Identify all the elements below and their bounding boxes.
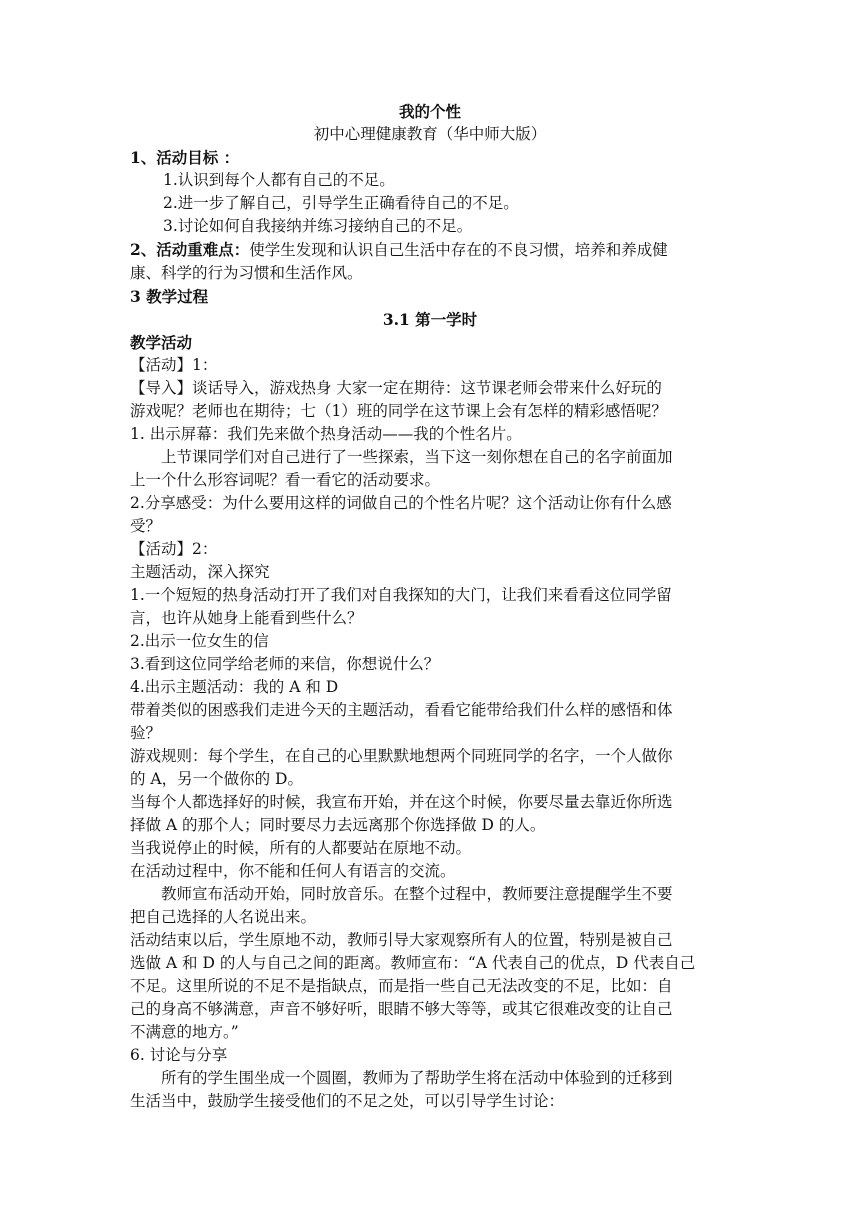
paragraph-line: 不足。这里所说的不足不是指缺点，而是指一些自己无法改变的不足，比如：自 [130, 977, 673, 995]
paragraph-line: 上一个什么形容词呢？看一看它的活动要求。 [130, 471, 441, 489]
paragraph-line: 上节课同学们对自己进行了一些探索，当下这一刻你想在自己的名字前面加 [161, 448, 673, 466]
section-heading-process: 3 教学过程 [130, 287, 209, 306]
list-item: 1. 出示屏幕：我们先来做个热身活动——我的个性名片。 [130, 425, 522, 443]
section-heading-key-points: 2、活动重难点： [130, 240, 250, 259]
activity-2-label: 【活动】2： [130, 540, 218, 558]
document-subtitle: 初中心理健康教育（华中师大版） [313, 125, 547, 143]
key-points-text-continued: 康、科学的行为习惯和生活作风。 [130, 264, 363, 282]
paragraph-line: 的 A，另一个做你的 D。 [130, 770, 303, 788]
goal-item: 2.进一步了解自己，引导学生正确看待自己的不足。 [163, 194, 519, 212]
paragraph-line: 不满意的地方。” [130, 1023, 239, 1041]
key-points-text: 使学生发现和认识自己生活中存在的不良习惯，培养和养成健 [249, 241, 668, 259]
paragraph-line: 带着类似的困惑我们走进今天的主题活动，看看它能带给我们什么样的感悟和体 [130, 701, 673, 719]
document-page [130, 100, 730, 1113]
paragraph-line: 生活当中，鼓励学生接受他们的不足之处，可以引导学生讨论： [130, 1092, 565, 1110]
paragraph-line: 游戏规则：每个学生，在自己的心里默默地想两个同班同学的名字，一个人做你 [130, 747, 673, 765]
paragraph-line: 当每个人都选择好的时候，我宣布开始，并在这个时候，你要尽量去靠近你所选 [130, 793, 673, 811]
key-points-paragraph [130, 238, 730, 262]
list-item: 2.分享感受：为什么要用这样的词做自己的个性名片呢？这个活动让你有什么感 [130, 494, 672, 512]
list-item: 2.出示一位女生的信 [130, 632, 269, 650]
paragraph-line: 教师宣布活动开始，同时放音乐。在整个过程中，教师要注意提醒学生不要 [161, 885, 673, 903]
paragraph-line: 择做 A 的那个人；同时要尽力去远离那个你选择做 D 的人。 [130, 816, 546, 834]
list-item: 1.一个短短的热身活动打开了我们对自我探知的大门，让我们来看看这位同学留 [130, 586, 672, 604]
list-item: 3.看到这位同学给老师的来信，你想说什么？ [130, 655, 440, 673]
paragraph-line: 己的身高不够满意，声音不够好听，眼睛不够大等等，或其它很难改变的让自己 [130, 1000, 673, 1018]
paragraph-line: 把自己选择的人名说出来。 [130, 908, 317, 926]
list-item: 4.出示主题活动：我的 A 和 D [130, 678, 339, 696]
goal-item: 3.讨论如何自我接纳并练习接纳自己的不足。 [163, 217, 473, 235]
activity-section-title: 教学活动 [130, 333, 193, 352]
goal-item: 1.认识到每个人都有自己的不足。 [163, 171, 395, 189]
paragraph-line: 验？ [130, 724, 162, 742]
paragraph-line: 所有的学生围坐成一个圆圈，教师为了帮助学生将在活动中体验到的迁移到 [161, 1069, 673, 1087]
paragraph-line: 选做 A 和 D 的人与自己之间的距离。教师宣布：“A 代表自己的优点，D 代表自己 [130, 954, 696, 972]
sub-heading-first-period: 3.1 第一学时 [382, 310, 478, 329]
section-heading-goals: 1、活动目标 ： [130, 148, 240, 167]
activity-1-label: 【活动】1： [130, 356, 218, 374]
document-title: 我的个性 [398, 102, 461, 121]
paragraph-line: 当我说停止的时候，所有的人都要站在原地不动。 [130, 839, 472, 857]
intro-text: 游戏呢？老师也在期待；七（1）班的同学在这节课上会有怎样的精彩感悟呢？ [130, 402, 667, 420]
paragraph-line: 言，也许从她身上能看到些什么？ [130, 609, 363, 627]
paragraph-line: 活动结束以后，学生原地不动，教师引导大家观察所有人的位置，特别是被自己 [130, 931, 673, 949]
theme-line: 主题活动，深入探究 [130, 563, 270, 581]
intro-text: 【导入】谈话导入，游戏热身 大家一定在期待：这节课老师会带来什么好玩的 [130, 379, 662, 397]
list-item: 6. 讨论与分享 [130, 1046, 228, 1064]
paragraph-line: 受？ [130, 517, 162, 535]
paragraph-line: 在活动过程中，你不能和任何人有语言的交流。 [130, 862, 456, 880]
